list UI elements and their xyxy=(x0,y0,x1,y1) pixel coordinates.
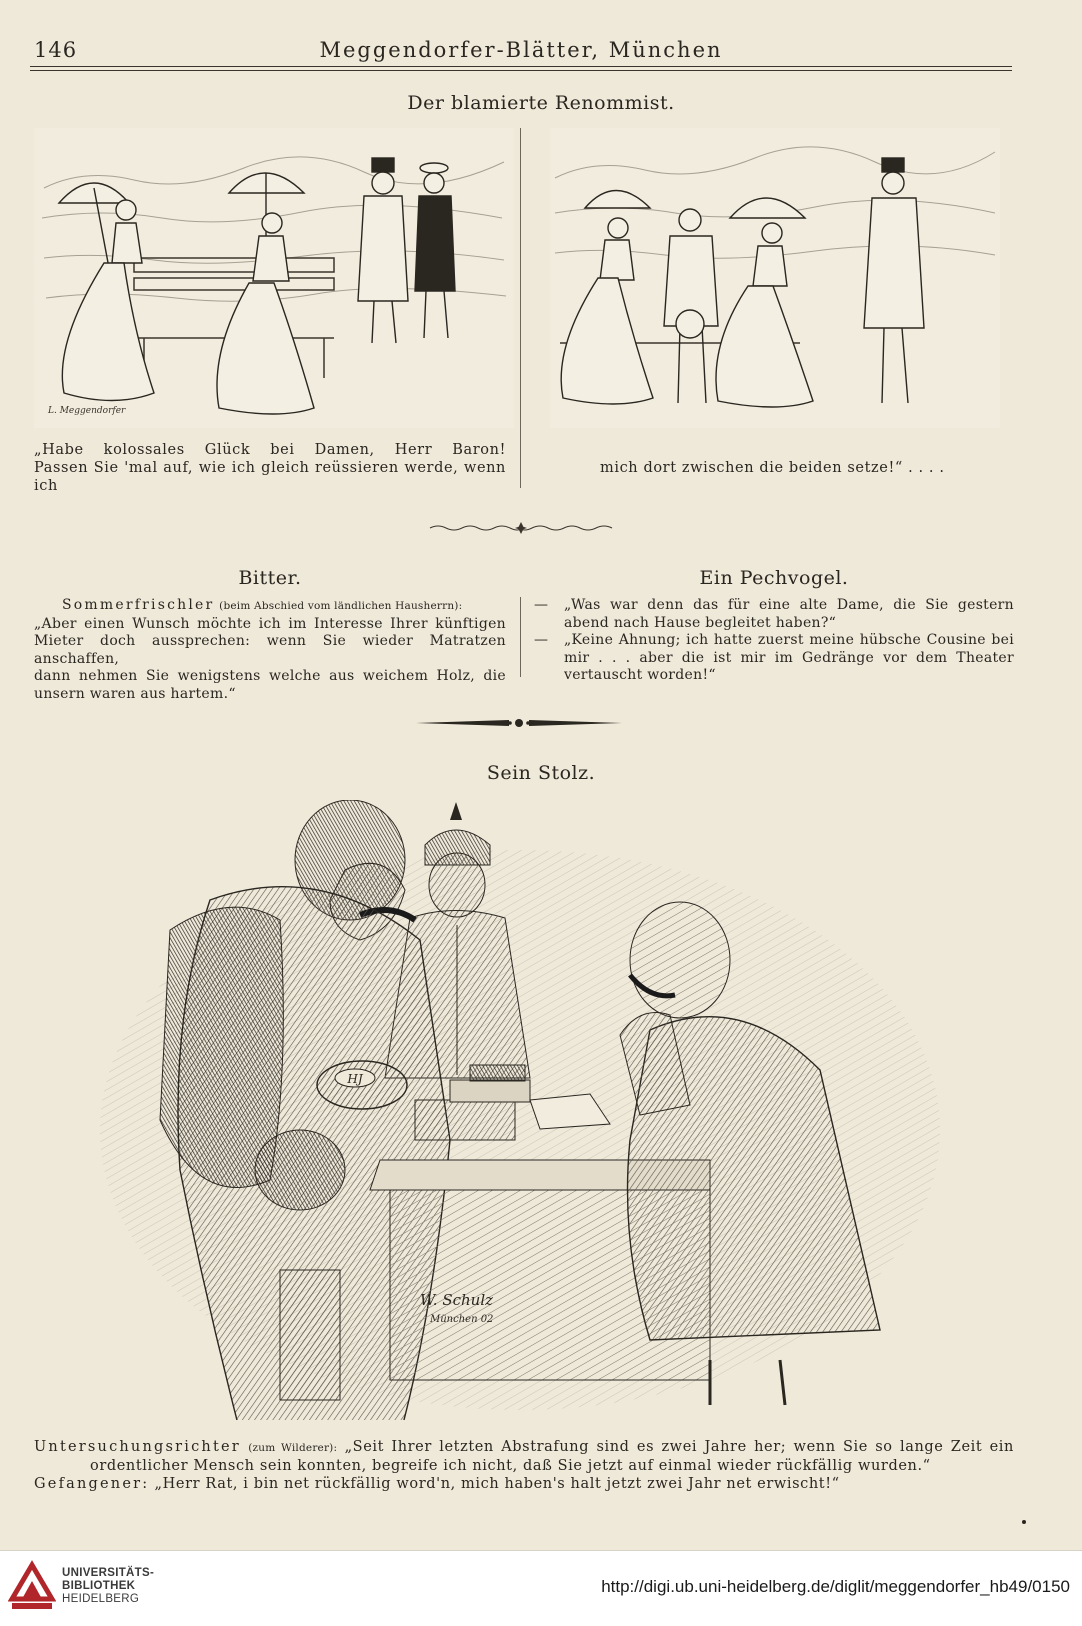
running-title: Meggendorfer-Blätter, München xyxy=(319,38,723,62)
cartoon1-left-panel xyxy=(34,128,514,428)
footer-bar xyxy=(0,1550,1082,1626)
speech2: „Herr Rat, i bin net rückfällig word'n, mich haben's halt jetzt zwei Jahr net erwischt!“ xyxy=(154,1476,840,1492)
speaker2: Gefangener: xyxy=(34,1476,150,1492)
bitter-speaker: Sommerfrischler xyxy=(62,597,215,613)
library-name[interactable] xyxy=(62,1567,154,1606)
pechvogel-text xyxy=(534,597,1014,685)
pechvogel-a-line1: „Keine Ahnung; ich hatte zuerst meine hübsche Cousine bei xyxy=(564,632,1014,648)
pechvogel-title: Ein Pechvogel. xyxy=(699,567,849,589)
speech1-line1: „Seit Ihrer letzten Abstrafung sind es zwei Jahre her; wenn Sie so lange Zeit ein xyxy=(344,1439,1014,1455)
pechvogel-dash-1: — xyxy=(534,597,549,613)
bitter-line4: unsern waren aus hartem.“ xyxy=(34,685,236,702)
source-url-link[interactable]: http://digi.ub.uni-heidelberg.de/diglit/meggendorfer_hb49/0150 xyxy=(601,1577,1070,1596)
library-logo-icon[interactable] xyxy=(8,1559,56,1617)
bitter-stage-direction: (beim Abschied vom ländlichen Hausherrn): xyxy=(219,600,463,612)
bitter-text xyxy=(34,597,506,703)
library-line3: HEIDELBERG xyxy=(62,1593,140,1605)
bitter-line2: Mieter doch aussprechen: wenn Sie wieder Matratzen anschaffen, xyxy=(34,633,506,667)
cartoon2-signature-place: München 02 xyxy=(430,1314,494,1325)
speech1-line2: ordentlicher Mensch sein konnten, begreife ich nicht, daß Sie jetzt auf einmal wieder rückfällig wurden.“ xyxy=(90,1458,931,1474)
speaker1: Untersuchungsrichter xyxy=(34,1439,241,1455)
cartoon2-caption xyxy=(34,1438,1014,1493)
ornament-divider-1 xyxy=(428,520,614,536)
text-divider xyxy=(520,597,521,677)
cartoon1-caption-line2: Passen Sie 'mal auf, wie ich gleich reüssieren werde, wenn ich xyxy=(34,460,506,494)
cartoon1-caption-right: mich dort zwischen die beiden setze!“ . . . . xyxy=(600,460,945,476)
library-line1: UNIVERSITÄTS- xyxy=(62,1567,155,1579)
cartoon1-divider xyxy=(520,128,521,488)
cartoon1-title: Der blamierte Renommist. xyxy=(407,92,675,114)
bitter-title: Bitter. xyxy=(238,567,302,589)
ink-speck xyxy=(1022,1520,1026,1524)
cartoon1-left-drawing xyxy=(34,128,514,428)
speaker1-direction: (zum Wilderer): xyxy=(248,1442,338,1454)
page-header xyxy=(30,38,1012,68)
cartoon1-caption-line1: „Habe kolossales Glück bei Damen, Herr Baron! xyxy=(34,442,506,458)
cartoon2-drawing xyxy=(90,800,950,1420)
pechvogel-q-line1: „Was war denn das für eine alte Dame, die Sie gestern xyxy=(564,597,1014,613)
cartoon1-right-drawing xyxy=(550,128,1000,428)
speech1-line1-row xyxy=(34,1438,1014,1457)
library-line2: BIBLIOTHEK xyxy=(62,1580,136,1592)
page-number: 146 xyxy=(34,38,78,62)
cartoon2-panel xyxy=(90,800,950,1420)
header-rule xyxy=(30,66,1012,71)
pechvogel-a-line2: mir . . . aber die ist mir im Gedränge vor dem Theater xyxy=(564,649,1014,666)
bitter-line3: dann nehmen Sie wenigstens welche aus weichem Holz, die xyxy=(34,668,506,684)
cartoon1-right-panel xyxy=(550,128,1000,428)
cartoon2-title: Sein Stolz. xyxy=(486,762,596,784)
bitter-line1: „Aber einen Wunsch möchte ich im Interesse Ihrer künftigen xyxy=(34,615,506,632)
cartoon1-signature: L. Meggendorfer xyxy=(48,406,126,416)
cartoon2-signature: W. Schulz xyxy=(420,1291,494,1309)
pechvogel-q-line2: abend nach Hause begleitet haben?“ xyxy=(564,614,837,631)
monogram: HJ xyxy=(347,1072,363,1086)
pechvogel-a-line3: vertauscht worden!“ xyxy=(564,667,716,683)
pechvogel-dash-2: — xyxy=(534,632,549,648)
ornament-divider-2 xyxy=(414,716,624,730)
